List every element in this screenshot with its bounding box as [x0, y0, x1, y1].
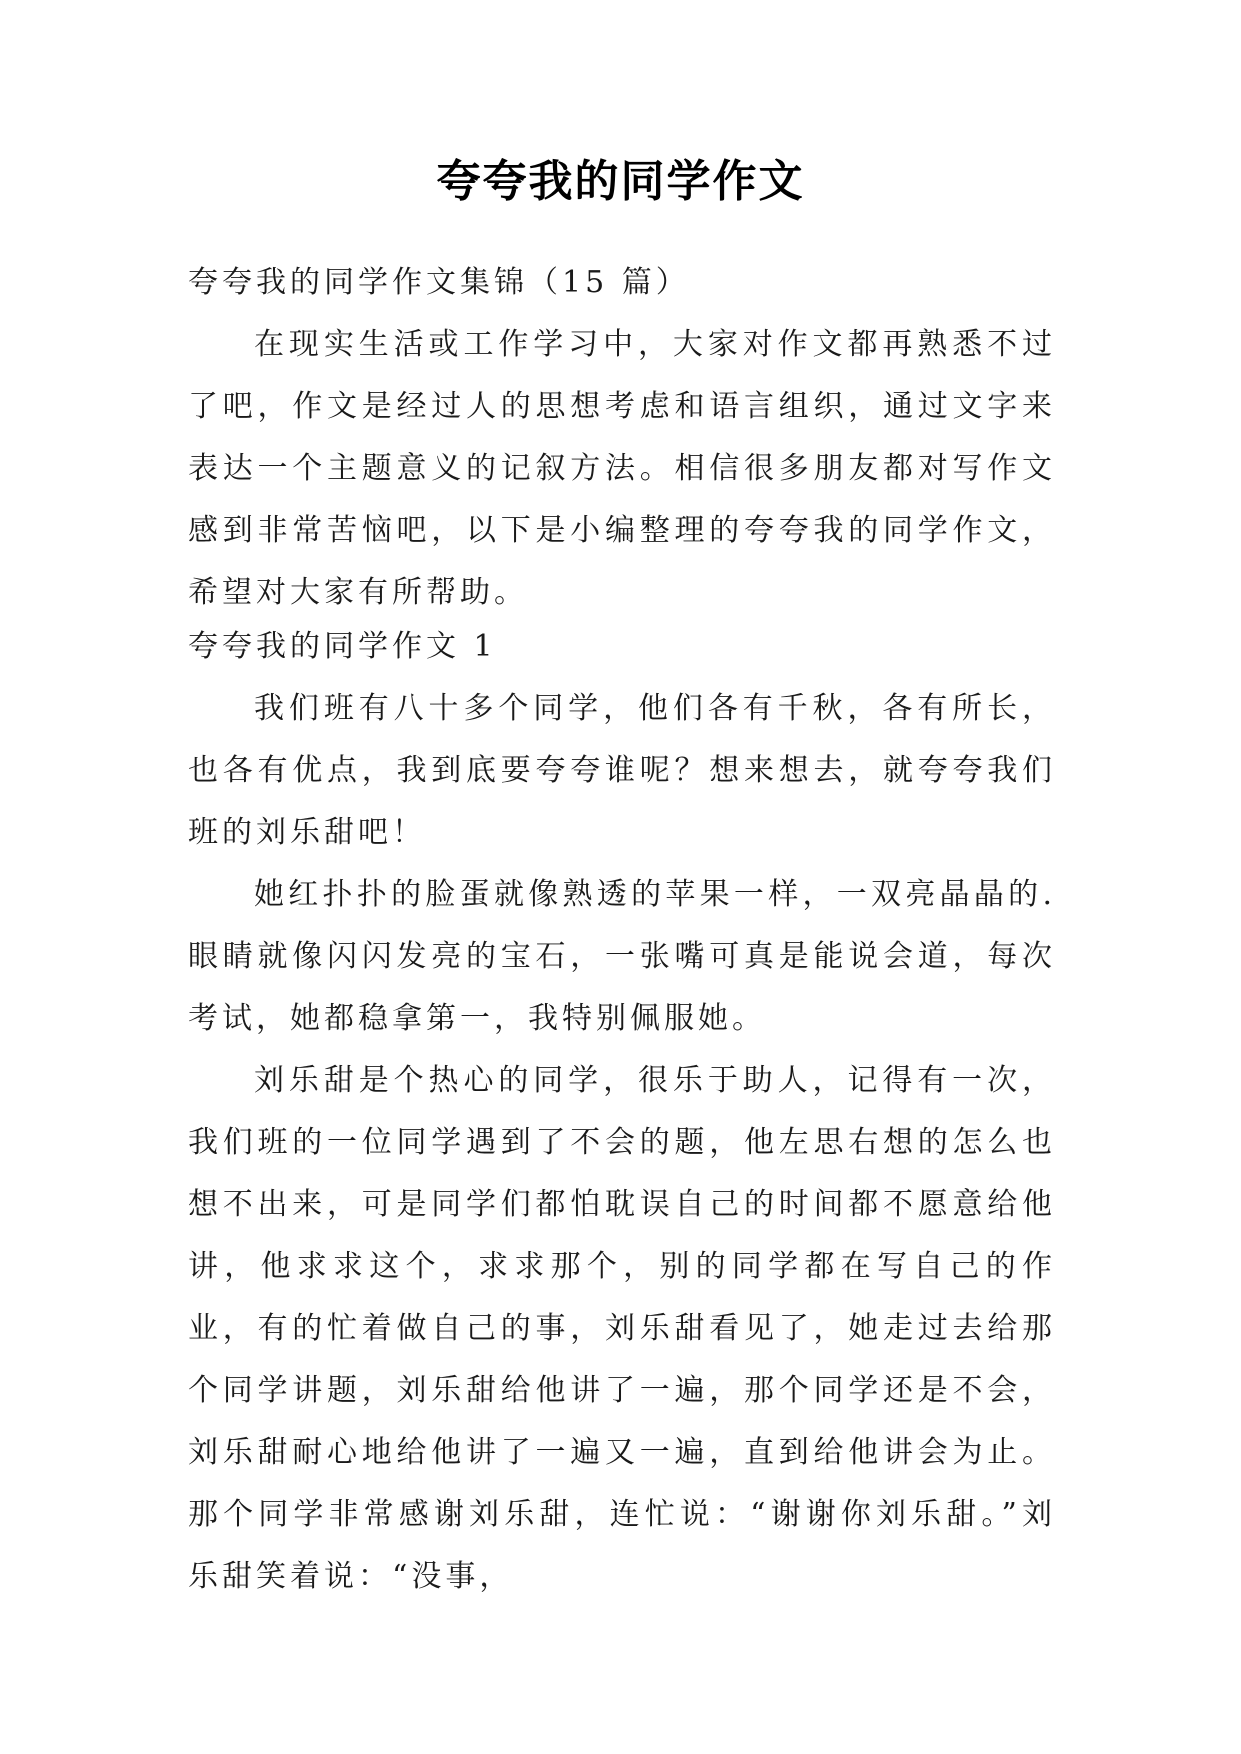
essay-1-body [188, 678, 1056, 1608]
collection-heading: 夸夸我的同学作文集锦（15 篇） [188, 265, 690, 300]
essay-1-paragraph: 刘乐甜是个热心的同学，很乐于助人，记得有一次，我们班的一位同学遇到了不会的题，他左思右想的怎么也想不出来，可是同学们都怕耽误自己的时间都不愿意给他讲，他求求这个，求求那个，别的同学都在写自己的作业，有的忙着做自己的事，刘乐甜看见了，她走过去给那个同学讲题，刘乐甜给他讲了一遍，那个同学还是不会，刘乐甜耐心地给他讲了一遍又一遍，直到给他讲会为止。那个同学非常感谢刘乐甜，连忙说：“谢谢你刘乐甜。”刘乐甜笑着说：“没事， [188, 1063, 1056, 1594]
essay-1-paragraph: 我们班有八十多个同学，他们各有千秋，各有所长，也各有优点，我到底要夸夸谁呢？想来想去，就夸夸我们班的刘乐甜吧！ [188, 691, 1056, 850]
document-title: 夸夸我的同学作文 [436, 156, 805, 207]
essay-1-heading: 夸夸我的同学作文 1 [188, 629, 497, 664]
essay-1-paragraph: 她红扑扑的脸蛋就像熟透的苹果一样，一双亮晶晶的.眼睛就像闪闪发亮的宝石，一张嘴可真是能说会道，每次考试，她都稳拿第一，我特别佩服她。 [188, 877, 1056, 1036]
intro-paragraph: 在现实生活或工作学习中，大家对作文都再熟悉不过了吧，作文是经过人的思想考虑和语言组织，通过文字来表达一个主题意义的记叙方法。相信很多朋友都对写作文感到非常苦恼吧，以下是小编整理的夸夸我的同学作文，希望对大家有所帮助。 [188, 327, 1056, 610]
intro-section [188, 314, 1056, 624]
